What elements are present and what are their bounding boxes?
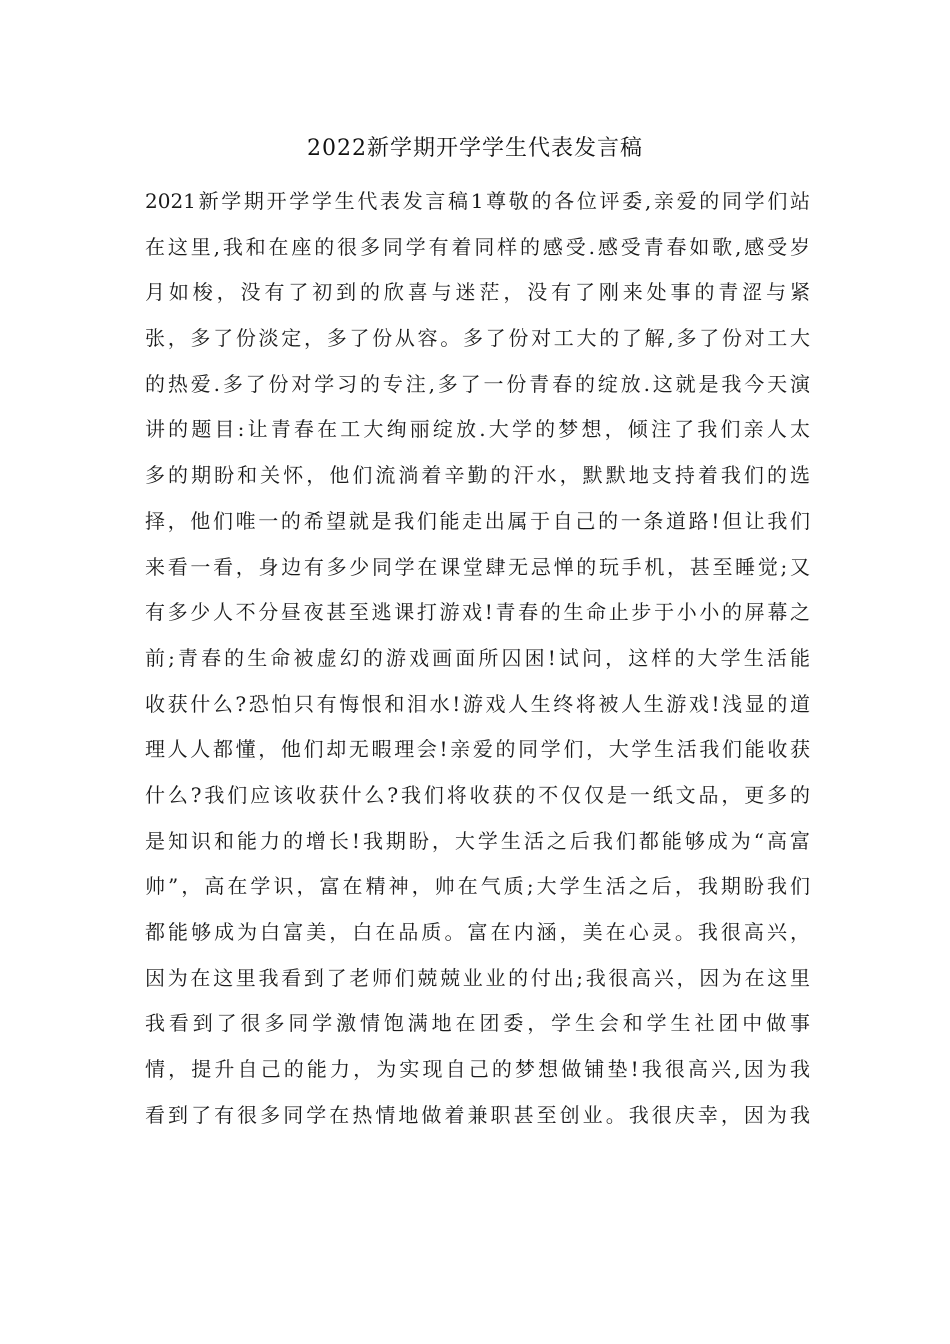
body-line: 看到了有很多同学在热情地做着兼职甚至创业。我很庆幸，因为我	[145, 1102, 810, 1127]
body-line: 在这里,我和在座的很多同学有着同样的感受.感受青春如歌,感受岁	[145, 234, 810, 259]
body-line: 讲的题目:让青春在工大绚丽绽放.大学的梦想，倾注了我们亲人太	[145, 417, 810, 442]
body-line: 多的期盼和关怀，他们流淌着辛勤的汗水，默默地支持着我们的选	[145, 463, 810, 488]
body-line: 都能够成为白富美，白在品质。富在内涵，美在心灵。我很高兴，	[145, 920, 810, 944]
body-line: 的热爱.多了份对学习的专注,多了一份青春的绽放.这就是我今天演	[145, 371, 810, 396]
document-body	[145, 179, 810, 1138]
body-line: 收获什么?恐怕只有悔恨和泪水!游戏人生终将被人生游戏!浅显的道	[145, 691, 810, 716]
body-line: 来看一看，身边有多少同学在课堂肆无忌惮的玩手机，甚至睡觉;又	[145, 554, 810, 579]
body-line: 因为在这里我看到了老师们兢兢业业的付出;我很高兴，因为在这里	[145, 965, 810, 990]
document-title: 2022新学期开学学生代表发言稿	[307, 136, 643, 161]
body-line: 前;青春的生命被虚幻的游戏画面所囚困!试问，这样的大学生活能	[145, 645, 810, 670]
body-line: 择，他们唯一的希望就是我们能走出属于自己的一条道路!但让我们	[145, 508, 810, 533]
body-line: 张，多了份淡定，多了份从容。多了份对工大的了解,多了份对工大	[145, 326, 810, 351]
body-line: 理人人都懂，他们却无暇理会!亲爱的同学们，大学生活我们能收获	[145, 737, 810, 762]
body-line: 我看到了很多同学激情饱满地在团委，学生会和学生社团中做事	[145, 1011, 810, 1036]
body-line: 什么?我们应该收获什么?我们将收获的不仅仅是一纸文品，更多的	[145, 782, 810, 807]
body-line: 月如梭，没有了初到的欣喜与迷茫，没有了刚来处事的青涩与紧	[145, 280, 810, 305]
body-line: 有多少人不分昼夜甚至逃课打游戏!青春的生命止步于小小的屏幕之	[145, 600, 810, 625]
body-line: 2021新学期开学学生代表发言稿1尊敬的各位评委,亲爱的同学们站	[145, 189, 810, 213]
body-line: 帅”，高在学识，富在精神，帅在气质;大学生活之后，我期盼我们	[145, 874, 810, 899]
body-line: 是知识和能力的增长!我期盼，大学生活之后我们都能够成为“高富	[145, 828, 810, 853]
body-line: 情，提升自己的能力，为实现自己的梦想做铺垫!我很高兴,因为我	[145, 1057, 810, 1082]
